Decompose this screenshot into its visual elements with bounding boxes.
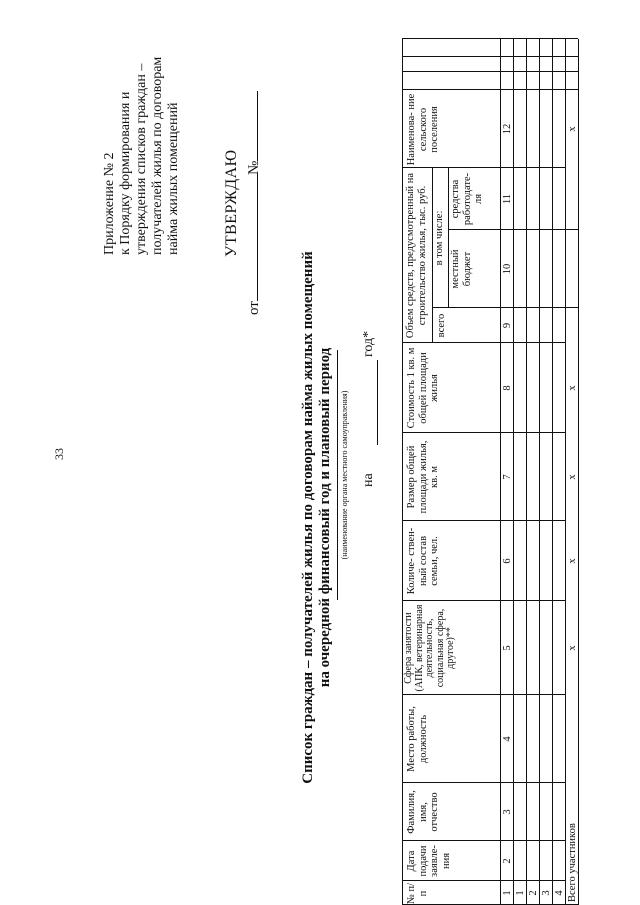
- header-num: № п/п: [406, 882, 429, 905]
- table-rule: [402, 432, 565, 433]
- header-family: Количе- ствен- ный состав семьи, чел.: [406, 527, 440, 595]
- table-rule: [402, 167, 565, 168]
- document-title-line: Список граждан – получателей жилья по договорам найма жилых помещений: [300, 251, 316, 784]
- table-rule: [578, 39, 579, 905]
- column-number: 7: [502, 474, 513, 480]
- table-rule: [402, 56, 578, 57]
- document-title-line: на очередной финансовый год и плановый период: [317, 347, 333, 688]
- table-rule: [402, 880, 565, 881]
- header-date: Дата подачи заявле- ния: [406, 845, 452, 877]
- column-number: 8: [502, 385, 513, 391]
- table-rule: [448, 168, 449, 308]
- approval-number-label: №: [246, 160, 262, 175]
- column-number: 2: [502, 858, 513, 864]
- appendix-line: Приложение № 2: [102, 152, 117, 255]
- org-blank-line[interactable]: [337, 350, 338, 600]
- header-funds: Объем средств, предусмотренный на строительство жилья, тыс. руб.: [405, 172, 428, 339]
- row-number: 2: [528, 890, 539, 896]
- table-rule: [402, 342, 565, 343]
- table-rule: [552, 39, 553, 905]
- header-settlement: Наименова- ние сельского поселения: [406, 93, 440, 166]
- column-number: 4: [502, 736, 513, 742]
- table-rule: [402, 520, 565, 521]
- table-rule: [402, 89, 578, 90]
- table-rule: [526, 39, 527, 905]
- column-number: 6: [502, 558, 513, 564]
- period-suffix: год*: [361, 330, 376, 357]
- table-rule: [432, 307, 578, 308]
- table-rule: [500, 39, 501, 905]
- total-mark: х: [567, 385, 578, 391]
- appendix-line: найма жилых помещений: [166, 102, 181, 255]
- column-number: 5: [502, 645, 513, 651]
- total-mark: х: [567, 474, 578, 480]
- header-job: Место работы, должность: [406, 706, 429, 772]
- document-title: [300, 130, 334, 905]
- appendix-line: к Порядку формирования и: [118, 91, 133, 255]
- approval-from-label: от: [246, 301, 262, 315]
- header-area: Размер общей площади жилья, кв. м: [406, 440, 440, 514]
- date-blank-line: [256, 173, 258, 301]
- year-blank-line[interactable]: [377, 360, 378, 445]
- approval-number-field[interactable]: [246, 91, 263, 175]
- table-rule: [539, 39, 540, 905]
- table-rule: [565, 39, 566, 905]
- header-employer-funds: средства работодате- ля: [450, 172, 484, 226]
- row-number: 3: [541, 890, 552, 896]
- column-number: 12: [502, 123, 513, 135]
- org-caption: (наименование органа местного самоуправления): [340, 390, 349, 560]
- header-name: Фамилия, имя, отчество: [406, 790, 440, 834]
- column-number: 3: [502, 809, 513, 815]
- table-rule: [402, 840, 565, 841]
- table-rule: [402, 39, 403, 905]
- header-local-budget: местный бюджет: [450, 249, 473, 289]
- total-mark: х: [567, 126, 578, 132]
- header-total: всего: [436, 313, 447, 338]
- recipients-table: [402, 39, 606, 905]
- row-number: 1: [515, 890, 526, 896]
- column-number: 10: [502, 263, 513, 275]
- column-number: 9: [502, 322, 513, 329]
- period-prefix: на: [361, 473, 376, 487]
- table-rule: [402, 782, 565, 783]
- table-rule: [432, 168, 433, 343]
- table-rule: [402, 600, 565, 601]
- total-mark: х: [567, 645, 578, 651]
- appendix-line: получателей жилья по договорам: [150, 56, 165, 255]
- appendix-line: утверждения списков граждан –: [134, 63, 149, 255]
- table-rule: [402, 694, 565, 695]
- approval-title: УТВЕРЖДАЮ: [223, 149, 240, 257]
- column-number: 1: [502, 890, 513, 896]
- row-number: 4: [554, 890, 565, 896]
- header-including: в том числе:: [434, 210, 445, 266]
- column-number: 11: [502, 193, 513, 205]
- approval-date-field[interactable]: [246, 173, 263, 315]
- table-rule: [513, 39, 514, 905]
- appendix-block: [102, 57, 182, 255]
- total-mark: х: [567, 558, 578, 564]
- page-number: 33: [52, 448, 66, 460]
- number-blank-line: [256, 91, 258, 161]
- header-sphere: Сфера занятости (АПК, ветеринарная деятельность, социальная сфера, другое)**: [403, 604, 456, 692]
- total-participants-label: Всего участников: [567, 823, 578, 902]
- table-rule: [402, 71, 578, 72]
- header-cost: Стоимость 1 кв. м общей площади жилья: [406, 347, 440, 429]
- table-rule: [402, 38, 578, 39]
- table-rule: [448, 229, 578, 230]
